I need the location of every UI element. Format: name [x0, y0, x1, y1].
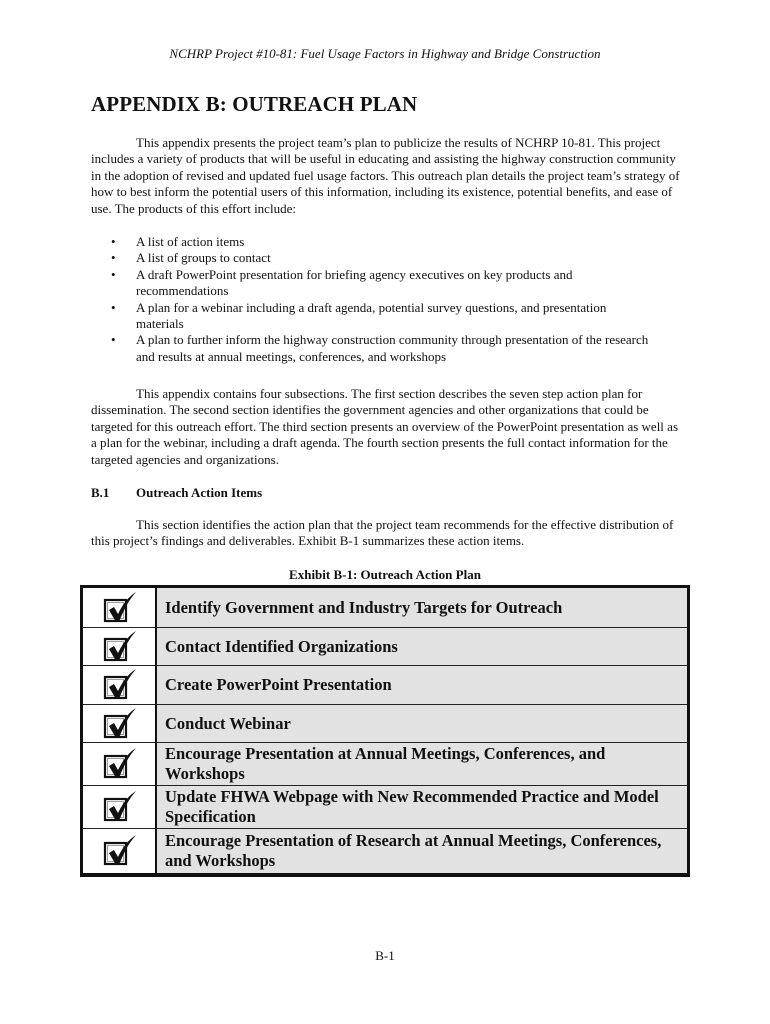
action-item: Encourage Presentation at Annual Meetings, Conferences, and Workshops: [157, 743, 687, 785]
exhibit-caption: Exhibit B-1: Outreach Action Plan: [289, 567, 481, 582]
section-title: Outreach Action Items: [136, 485, 263, 500]
list-item: • A list of action items: [91, 234, 651, 250]
action-plan-table: [80, 585, 690, 877]
checkmark-icon: [83, 829, 157, 873]
action-item: Create PowerPoint Presentation: [157, 666, 687, 704]
subsections-paragraph: This appendix contains four subsections. The first section describes the seven step action plan for dissemination. The second section identifies the government agencies and other organizations that could be targeted for this outreach effort. The third section presents an overview of the PowerPoint presentation as well as a plan for the webinar, including a draft agenda. The fourth section presents the full contact information for the targeted agencies and organizations.: [91, 386, 678, 467]
page-number: B-1: [375, 948, 395, 963]
table-row: [83, 705, 687, 743]
list-item: • A plan for a webinar including a draft agenda, potential survey questions, and presentation materials: [91, 300, 651, 333]
checkmark-icon: [83, 786, 157, 828]
running-header: NCHRP Project #10-81: Fuel Usage Factors in Highway and Bridge Construction: [169, 46, 601, 61]
action-item: Update FHWA Webpage with New Recommended Practice and Model Specification: [157, 786, 687, 828]
table-row: [83, 628, 687, 666]
section-heading: [91, 485, 262, 501]
table-row: [83, 786, 687, 829]
appendix-title: APPENDIX B: OUTREACH PLAN: [91, 92, 418, 116]
section-number: B.1: [91, 485, 110, 500]
list-item: • A draft PowerPoint presentation for briefing agency executives on key products and recommendations: [91, 267, 651, 300]
checkmark-icon: [83, 628, 157, 665]
action-item: Contact Identified Organizations: [157, 628, 687, 665]
action-item: Identify Government and Industry Targets for Outreach: [157, 588, 687, 627]
products-list: [91, 234, 651, 365]
section-paragraph: This section identifies the action plan that the project team recommends for the effective distribution of this project’s findings and deliverables. Exhibit B-1 summarizes these action items.: [91, 517, 674, 549]
action-item: Conduct Webinar: [157, 705, 687, 742]
table-row: [83, 588, 687, 628]
checkmark-icon: [83, 743, 157, 785]
action-item: Encourage Presentation of Research at Annual Meetings, Conferences, and Workshops: [157, 829, 687, 873]
checkmark-icon: [83, 588, 157, 627]
table-row: [83, 666, 687, 705]
checkmark-icon: [83, 705, 157, 742]
list-item: • A list of groups to contact: [91, 250, 651, 266]
intro-paragraph: This appendix presents the project team’s plan to publicize the results of NCHRP 10-81. This project includes a variety of products that will be useful in educating and assisting the highway construction community in the adoption of revised and updated fuel usage factors. This outreach plan details the project team’s strategy of how to best inform the potential users of this information, including its existence, potential benefits, and ease of use. The products of this effort include:: [91, 135, 680, 216]
checkmark-icon: [83, 666, 157, 704]
list-item: • A plan to further inform the highway construction community through presentation of the research and results at annual meetings, conferences, and workshops: [91, 332, 651, 365]
table-row: [83, 743, 687, 786]
table-row: [83, 829, 687, 873]
